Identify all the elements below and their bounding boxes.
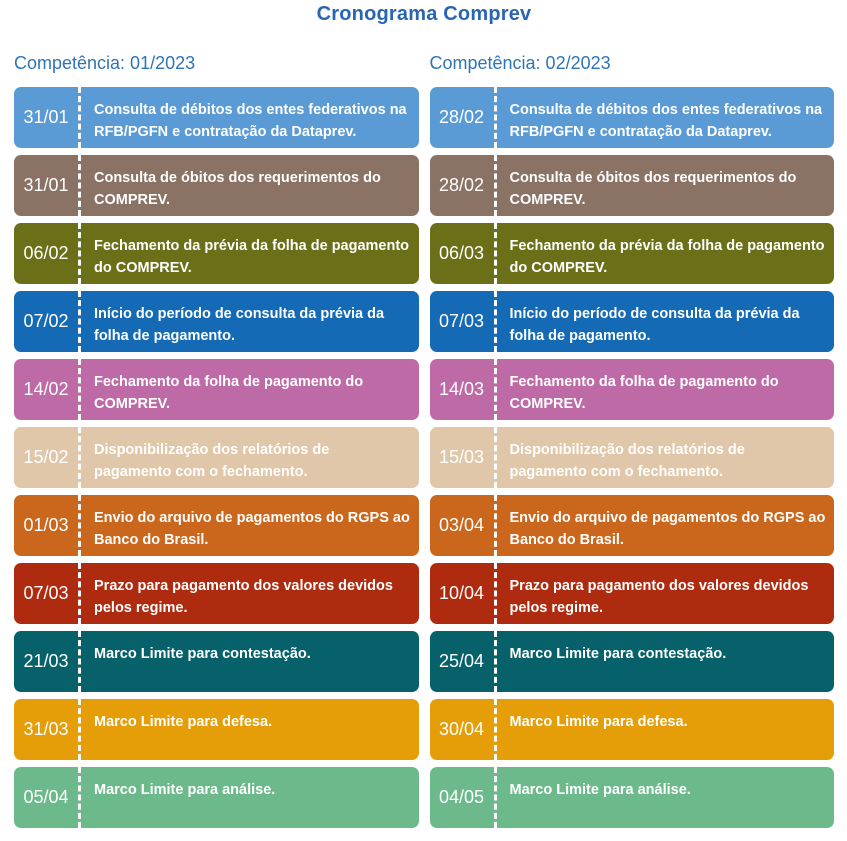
row-date: 05/04 <box>23 787 69 807</box>
schedule-row <box>14 631 419 692</box>
row-date: 06/03 <box>438 243 485 263</box>
row-date: 07/03 <box>438 311 485 331</box>
row-description: Fechamento da prévia da folha de pagamento do COMPREV. <box>494 223 835 284</box>
row-date: 01/03 <box>23 515 69 535</box>
schedule-row <box>14 427 419 488</box>
schedule-row <box>14 563 419 624</box>
row-description: Marco Limite para defesa. <box>494 699 835 760</box>
row-description: Início do período de consulta da prévia da folha de pagamento. <box>494 291 835 352</box>
schedule-row <box>430 291 835 352</box>
row-description: Disponibilização dos relatórios de pagamento com o fechamento. <box>494 427 835 488</box>
row-date: 10/04 <box>438 583 485 603</box>
row-description: Consulta de óbitos dos requerimentos do COMPREV. <box>494 155 835 216</box>
schedule-row <box>430 563 835 624</box>
schedule-row <box>430 359 835 420</box>
schedule-row <box>14 87 419 148</box>
row-date: 06/02 <box>23 243 69 263</box>
competencia-column <box>430 53 835 835</box>
rows-container <box>430 87 835 828</box>
row-description: Envio do arquivo de pagamentos do RGPS ao Banco do Brasil. <box>78 495 419 556</box>
schedule-row <box>430 767 835 828</box>
row-description: Marco Limite para contestação. <box>78 631 419 692</box>
row-date: 07/03 <box>23 583 69 603</box>
row-description: Fechamento da folha de pagamento do COMPREV. <box>494 359 835 420</box>
row-description: Fechamento da prévia da folha de pagamento do COMPREV. <box>78 223 419 284</box>
row-description: Consulta de débitos dos entes federativos na RFB/PGFN e contratação da Dataprev. <box>78 87 419 148</box>
row-description: Marco Limite para contestação. <box>494 631 835 692</box>
row-date: 14/03 <box>438 379 485 399</box>
row-date: 15/03 <box>438 447 485 467</box>
row-description: Fechamento da folha de pagamento do COMPREV. <box>78 359 419 420</box>
schedule-row <box>14 699 419 760</box>
row-description: Envio do arquivo de pagamentos do RGPS ao Banco do Brasil. <box>494 495 835 556</box>
schedule-row <box>430 631 835 692</box>
schedule-row <box>430 495 835 556</box>
row-date: 28/02 <box>438 107 485 127</box>
column-header: Competência: 01/2023 <box>14 53 196 73</box>
row-date: 31/01 <box>23 107 69 127</box>
row-date: 31/01 <box>23 175 69 195</box>
competencia-columns <box>14 53 834 835</box>
schedule-row <box>14 155 419 216</box>
schedule-row <box>14 495 419 556</box>
schedule-row <box>14 291 419 352</box>
row-date: 31/03 <box>23 719 69 739</box>
schedule-row <box>14 223 419 284</box>
row-description: Marco Limite para análise. <box>494 767 835 828</box>
row-date: 15/02 <box>23 447 69 467</box>
row-description: Disponibilização dos relatórios de pagamento com o fechamento. <box>78 427 419 488</box>
row-date: 30/04 <box>438 719 485 739</box>
row-description: Consulta de óbitos dos requerimentos do COMPREV. <box>78 155 419 216</box>
schedule-row <box>14 359 419 420</box>
row-date: 07/02 <box>23 311 69 331</box>
row-description: Marco Limite para defesa. <box>78 699 419 760</box>
schedule-row <box>430 427 835 488</box>
rows-container <box>14 87 419 828</box>
row-date: 03/04 <box>438 515 485 535</box>
row-description: Início do período de consulta da prévia da folha de pagamento. <box>78 291 419 352</box>
row-description: Consulta de débitos dos entes federativos na RFB/PGFN e contratação da Dataprev. <box>494 87 835 148</box>
row-date: 14/02 <box>23 379 69 399</box>
row-description: Prazo para pagamento dos valores devidos pelos regime. <box>78 563 419 624</box>
schedule-row <box>430 155 835 216</box>
row-date: 25/04 <box>438 651 485 671</box>
row-date: 21/03 <box>23 651 69 671</box>
row-date: 28/02 <box>438 175 485 195</box>
column-header: Competência: 02/2023 <box>429 53 611 73</box>
row-description: Prazo para pagamento dos valores devidos pelos regime. <box>494 563 835 624</box>
row-description: Marco Limite para análise. <box>78 767 419 828</box>
schedule-row <box>430 223 835 284</box>
competencia-column <box>14 53 419 835</box>
schedule-row <box>430 87 835 148</box>
schedule-row <box>14 767 419 828</box>
page-title: Cronograma Comprev <box>316 3 532 25</box>
row-date: 04/05 <box>438 787 485 807</box>
schedule-row <box>430 699 835 760</box>
